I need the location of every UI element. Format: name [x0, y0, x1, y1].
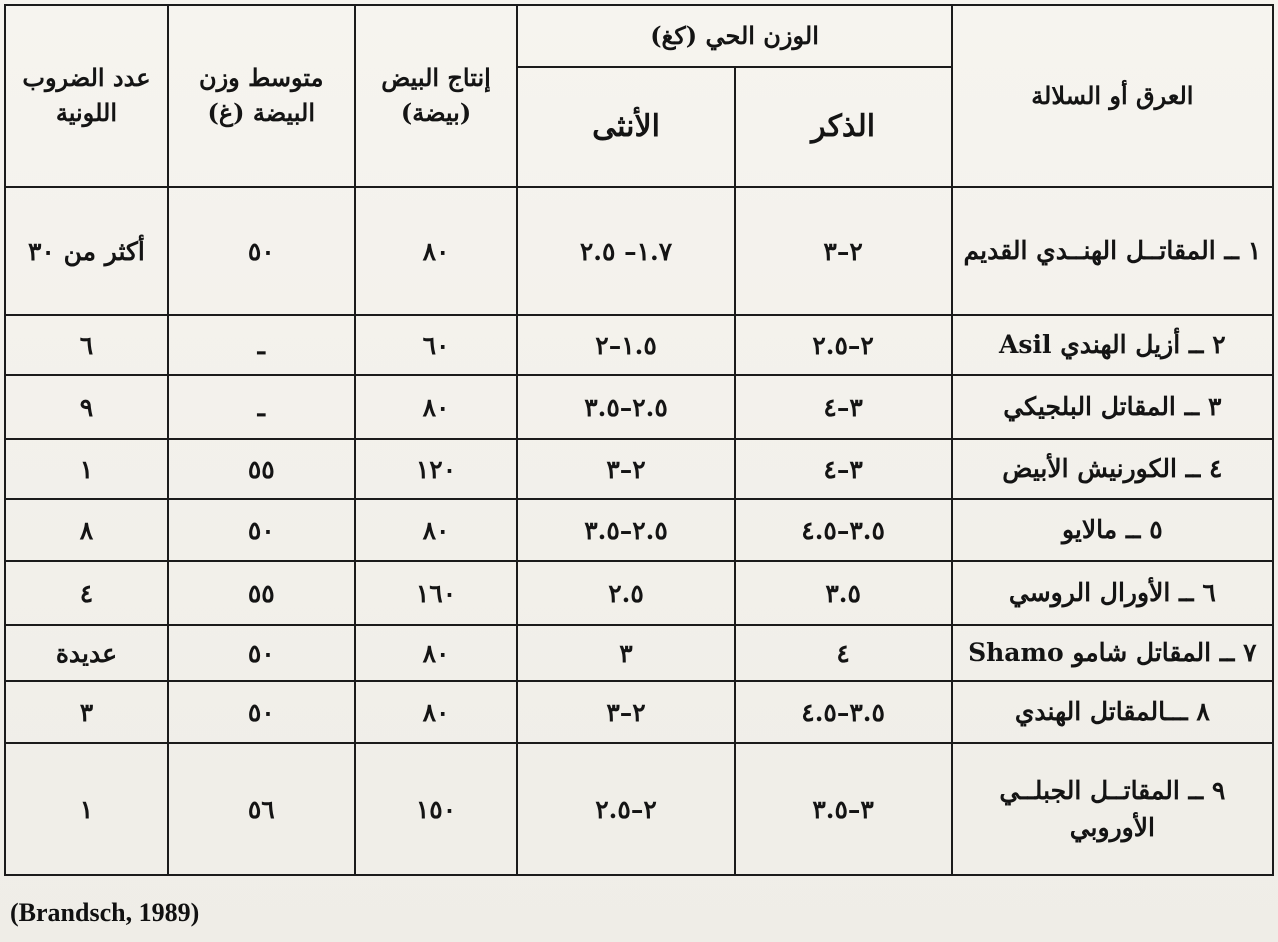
cell-eggs: ٨٠	[355, 375, 518, 439]
cell-eggs: ٨٠	[355, 499, 518, 561]
header-female: الأنثى	[517, 67, 734, 187]
breeds-table	[4, 4, 1274, 876]
cell-breed: ٧ ــ المقاتل شامو Shamo	[952, 625, 1273, 681]
header-color-varieties: عدد الضروب اللونية	[5, 5, 168, 187]
cell-eggs: ٦٠	[355, 315, 518, 375]
cell-female: ٢.٥–٣.٥	[517, 499, 734, 561]
cell-eggs: ١٦٠	[355, 561, 518, 625]
cell-breed: ٨ ـــالمقاتل الهندي	[952, 681, 1273, 743]
cell-female: ١.٥–٢	[517, 315, 734, 375]
cell-breed: ١ ــ المقاتــل الهنــدي القديم	[952, 187, 1273, 315]
cell-male: ٣–٤	[735, 375, 952, 439]
cell-female: ٢–٣	[517, 439, 734, 499]
table-row	[5, 625, 1273, 681]
cell-varieties: ٣	[5, 681, 168, 743]
cell-eggs: ٨٠	[355, 187, 518, 315]
cell-female: ١.٧– ٢.٥	[517, 187, 734, 315]
cell-varieties: ٦	[5, 315, 168, 375]
cell-breed: ٤ ــ الكورنيش الأبيض	[952, 439, 1273, 499]
cell-breed: ٩ ــ المقاتــل الجبلــي الأوروبي	[952, 743, 1273, 875]
cell-eggs: ٨٠	[355, 625, 518, 681]
header-breed: العرق أو السلالة	[952, 5, 1273, 187]
cell-varieties: ٤	[5, 561, 168, 625]
cell-male: ٤	[735, 625, 952, 681]
cell-egg-weight: ٥٠	[168, 625, 355, 681]
table-row	[5, 187, 1273, 315]
cell-breed: ٥ ــ مالايو	[952, 499, 1273, 561]
cell-breed: ٦ ــ الأورال الروسي	[952, 561, 1273, 625]
cell-eggs: ١٢٠	[355, 439, 518, 499]
cell-varieties: ٩	[5, 375, 168, 439]
table-row	[5, 315, 1273, 375]
source-citation: (Brandsch, 1989)	[10, 898, 200, 927]
cell-varieties: ١	[5, 743, 168, 875]
header-avg-egg-weight: متوسط وزن البيضة (غ)	[168, 5, 355, 187]
header-egg-production: إنتاج البيض (بيضة)	[355, 5, 518, 187]
cell-male: ٣–٣.٥	[735, 743, 952, 875]
cell-male: ٢–٢.٥	[735, 315, 952, 375]
cell-male: ٢–٣	[735, 187, 952, 315]
cell-male: ٣.٥–٤.٥	[735, 681, 952, 743]
cell-varieties: ١	[5, 439, 168, 499]
table-row	[5, 499, 1273, 561]
cell-female: ٢.٥	[517, 561, 734, 625]
cell-male: ٣.٥–٤.٥	[735, 499, 952, 561]
table-row	[5, 561, 1273, 625]
header-live-weight: الوزن الحي (كغ)	[517, 5, 951, 67]
table-row	[5, 681, 1273, 743]
table-row	[5, 439, 1273, 499]
cell-varieties: ٨	[5, 499, 168, 561]
cell-male: ٣.٥	[735, 561, 952, 625]
table-body	[5, 187, 1273, 875]
table-header	[5, 5, 1273, 187]
cell-egg-weight: ٥٠	[168, 681, 355, 743]
table-row	[5, 375, 1273, 439]
cell-egg-weight: ـ	[168, 375, 355, 439]
cell-egg-weight: ٥٥	[168, 561, 355, 625]
cell-varieties: عديدة	[5, 625, 168, 681]
cell-egg-weight: ٥٥	[168, 439, 355, 499]
cell-egg-weight: ـ	[168, 315, 355, 375]
header-male: الذكر	[735, 67, 952, 187]
cell-varieties: أكثر من ٣٠	[5, 187, 168, 315]
cell-male: ٣–٤	[735, 439, 952, 499]
cell-female: ٣	[517, 625, 734, 681]
cell-eggs: ١٥٠	[355, 743, 518, 875]
cell-breed: ٣ ــ المقاتل البلجيكي	[952, 375, 1273, 439]
cell-egg-weight: ٥٠	[168, 187, 355, 315]
cell-egg-weight: ٥٦	[168, 743, 355, 875]
cell-female: ٢.٥–٣.٥	[517, 375, 734, 439]
table-row	[5, 743, 1273, 875]
cell-eggs: ٨٠	[355, 681, 518, 743]
cell-female: ٢–٣	[517, 681, 734, 743]
cell-breed: ٢ ــ أزيل الهندي Asil	[952, 315, 1273, 375]
cell-female: ٢–٢.٥	[517, 743, 734, 875]
cell-egg-weight: ٥٠	[168, 499, 355, 561]
